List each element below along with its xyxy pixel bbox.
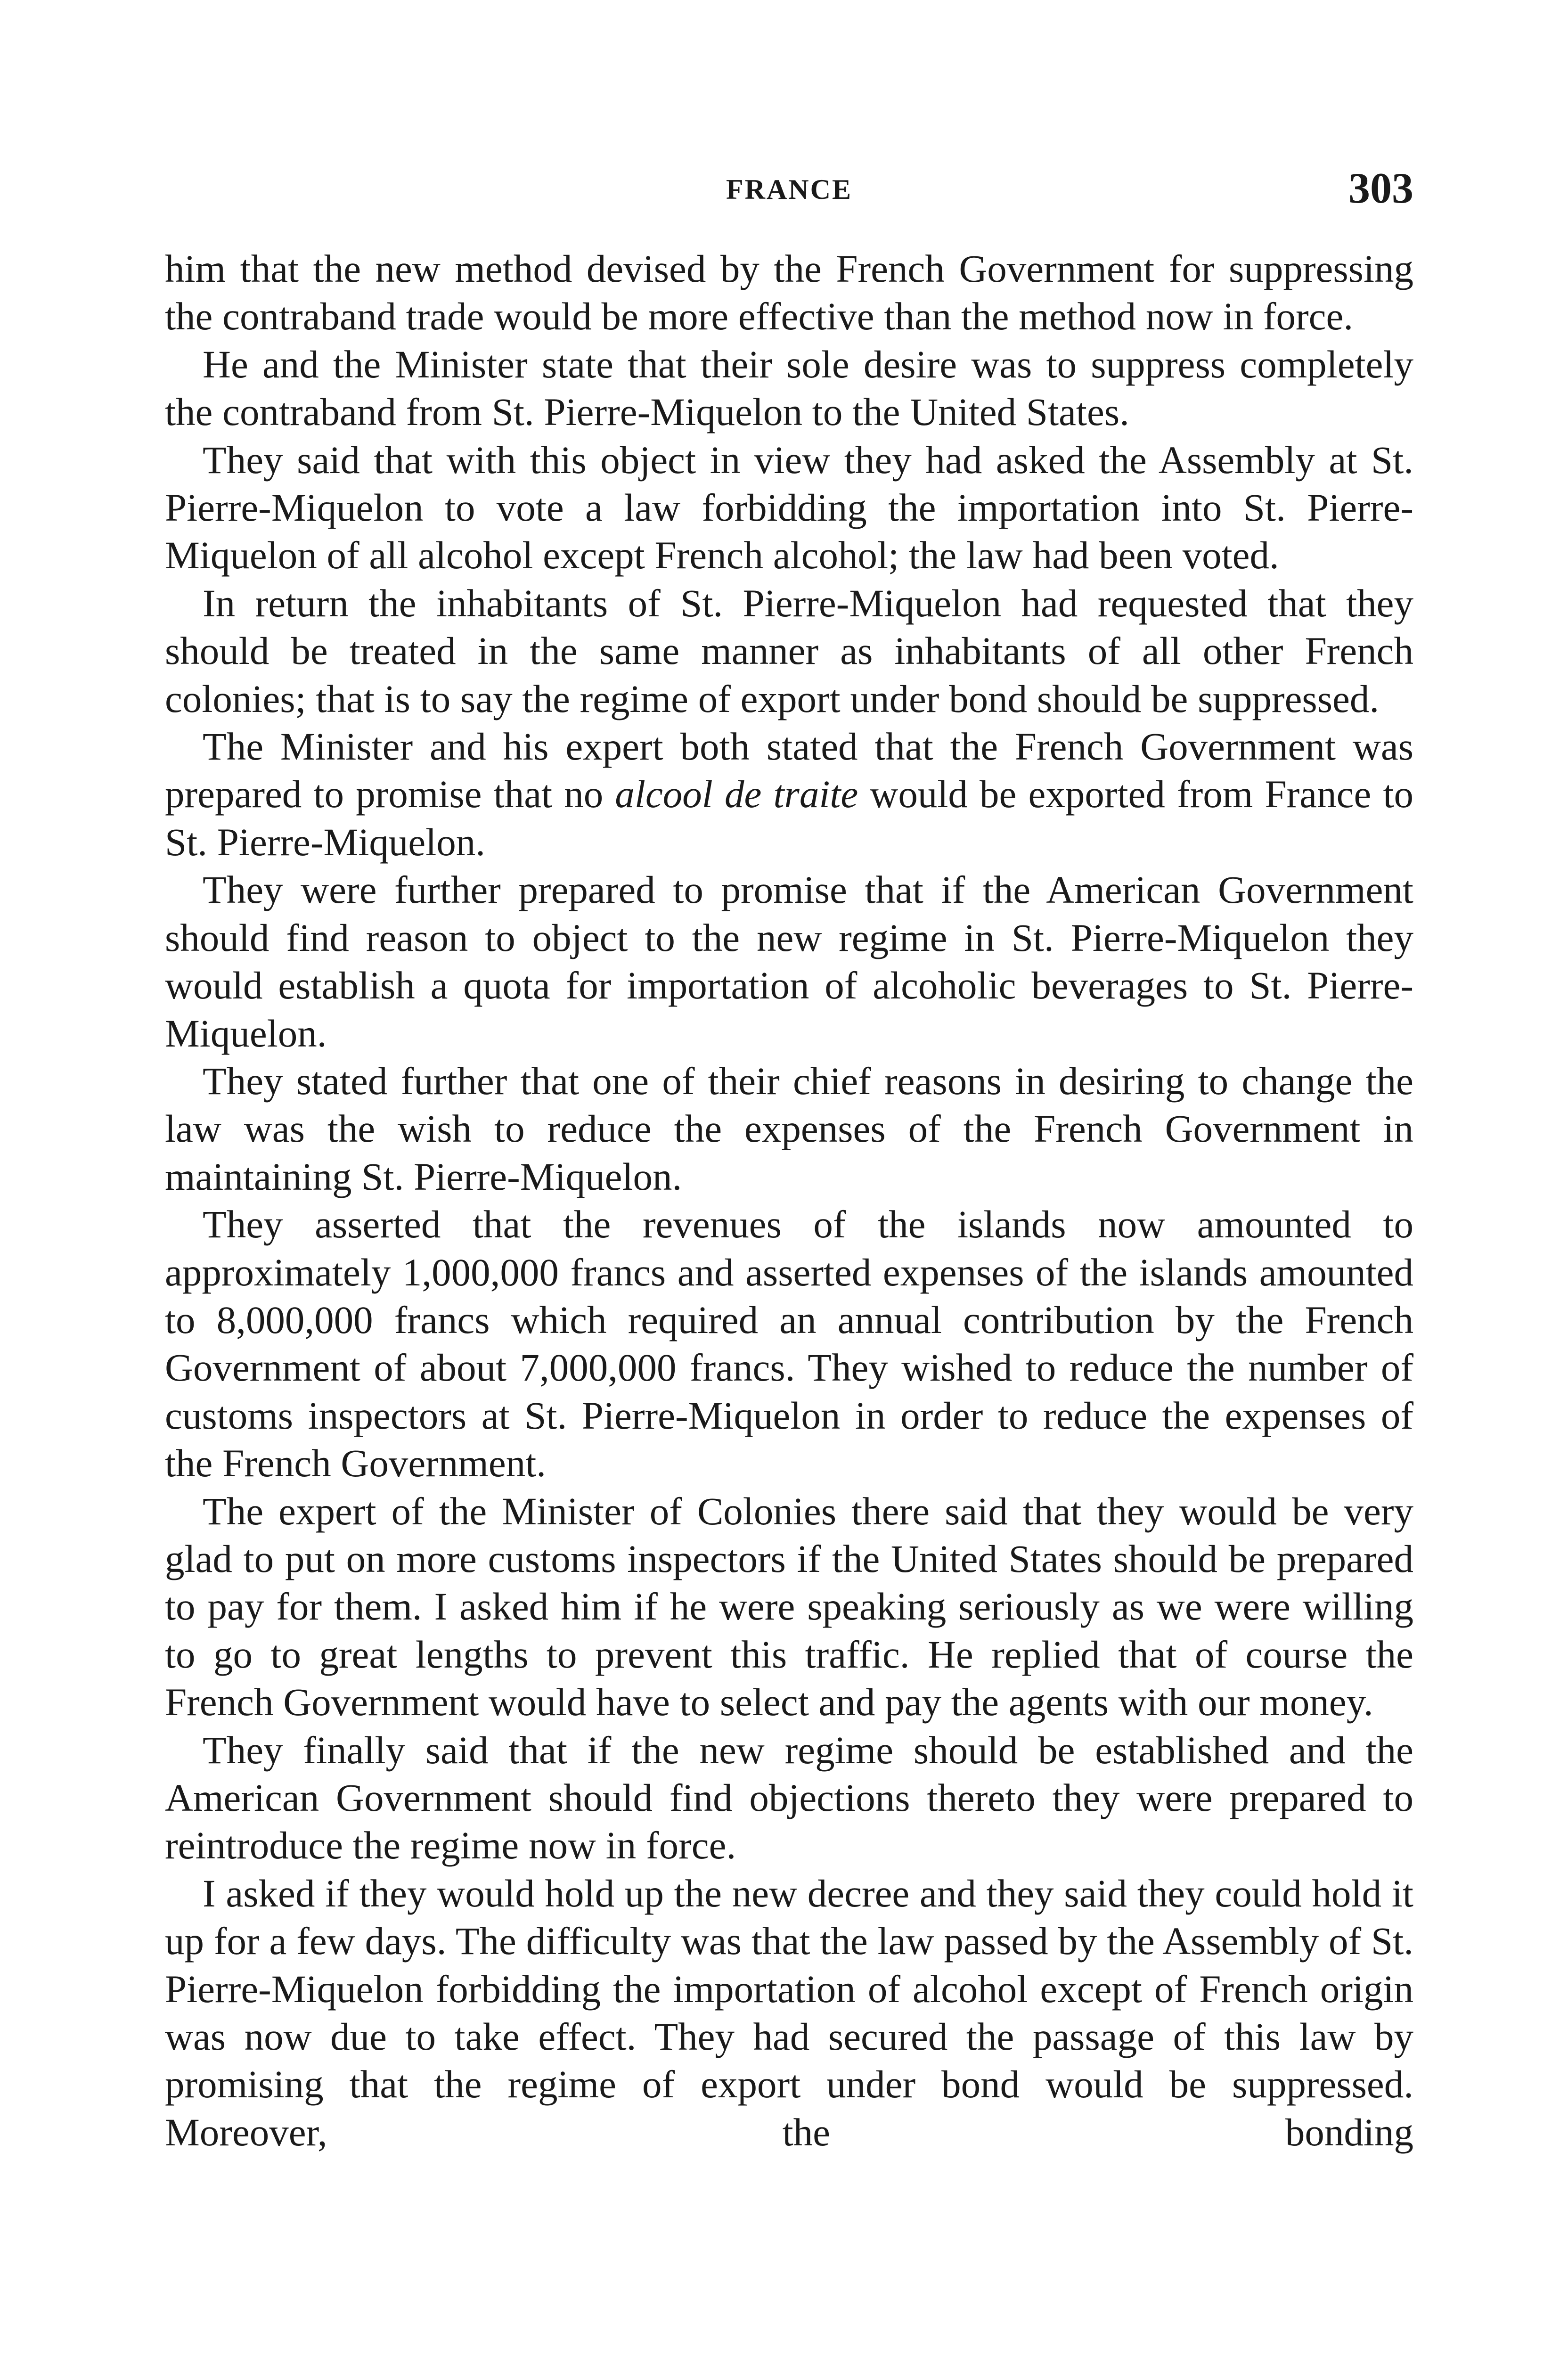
- paragraph-7: They stated further that one of their chief reasons in desiring to change the law was the wish to reduce the expenses of the French Government in maintaining St. Pierre-Miquelon.: [165, 1059, 1413, 1198]
- body-text: [165, 245, 1413, 2156]
- running-title: FRANCE: [726, 174, 852, 205]
- paragraph-5: [165, 723, 1413, 866]
- paragraph-8: They asserted that the revenues of the islands now amounted to approximately 1,000,000 francs and asserted expenses of the islands amounted to 8,000,000 francs which required an annual contribution by the French Government of about 7,000,000 francs. They wished to reduce the number of customs inspectors at St. Pierre-Miquelon in order to reduce the expenses of the French Government.: [165, 1203, 1413, 1485]
- running-head: [165, 164, 1413, 221]
- paragraph-3: They said that with this object in view they had asked the Assembly at St. Pierre-Miquelon to vote a law forbidding the importation into St. Pierre-Miquelon of all alcohol except French alcohol; the law had been voted.: [165, 438, 1413, 577]
- paragraph-9: The expert of the Minister of Colonies there said that they would be very glad to put on more customs inspectors if the United States should be prepared to pay for them. I asked him if he were speaking seriously as we were willing to go to great lengths to prevent this traffic. He replied that of course the French Government would have to select and pay the agents with our money.: [165, 1489, 1413, 1724]
- paragraph-1: him that the new method devised by the French Government for suppressing the contraband trade would be more effective than the method now in force.: [165, 247, 1413, 338]
- paragraph-6: They were further prepared to promise that if the American Government should find reason to object to the new regime in St. Pierre-Miquelon they would establish a quota for importation of alcoholic beverages to St. Pierre-Miquelon.: [165, 868, 1413, 1055]
- page-number: 303: [1348, 164, 1413, 212]
- paragraph-5-lead: The Minister and his expert both stated that the French Government was prepared to promise that no: [165, 725, 1413, 816]
- paragraph-5-tail: would be exported from France to St. Pierre-Miquelon.: [165, 772, 1414, 864]
- paragraph-4: In return the inhabitants of St. Pierre-Miquelon had requested that they should be treated in the same manner as inhabitants of all other French colonies; that is to say the regime of export under bond should be suppressed.: [165, 581, 1413, 720]
- paragraph-11: I asked if they would hold up the new decree and they said they could hold it up for a few days. The difficulty was that the law passed by the Assembly of St. Pierre-Miquelon forbidding the importation of alcohol except of French origin was now due to take effect. They had secured the passage of this law by promising that the regime of export under bond would be suppressed. Moreover, the bonding: [165, 1871, 1413, 2154]
- paragraph-10: They finally said that if the new regime should be established and the American Government should find objections thereto they were prepared to reintroduce the regime now in force.: [165, 1728, 1413, 1867]
- paragraph-2: He and the Minister state that their sole desire was to suppress completely the contraband from St. Pierre-Miquelon to the United States.: [165, 342, 1413, 434]
- italic-term: alcool de traite: [615, 772, 858, 816]
